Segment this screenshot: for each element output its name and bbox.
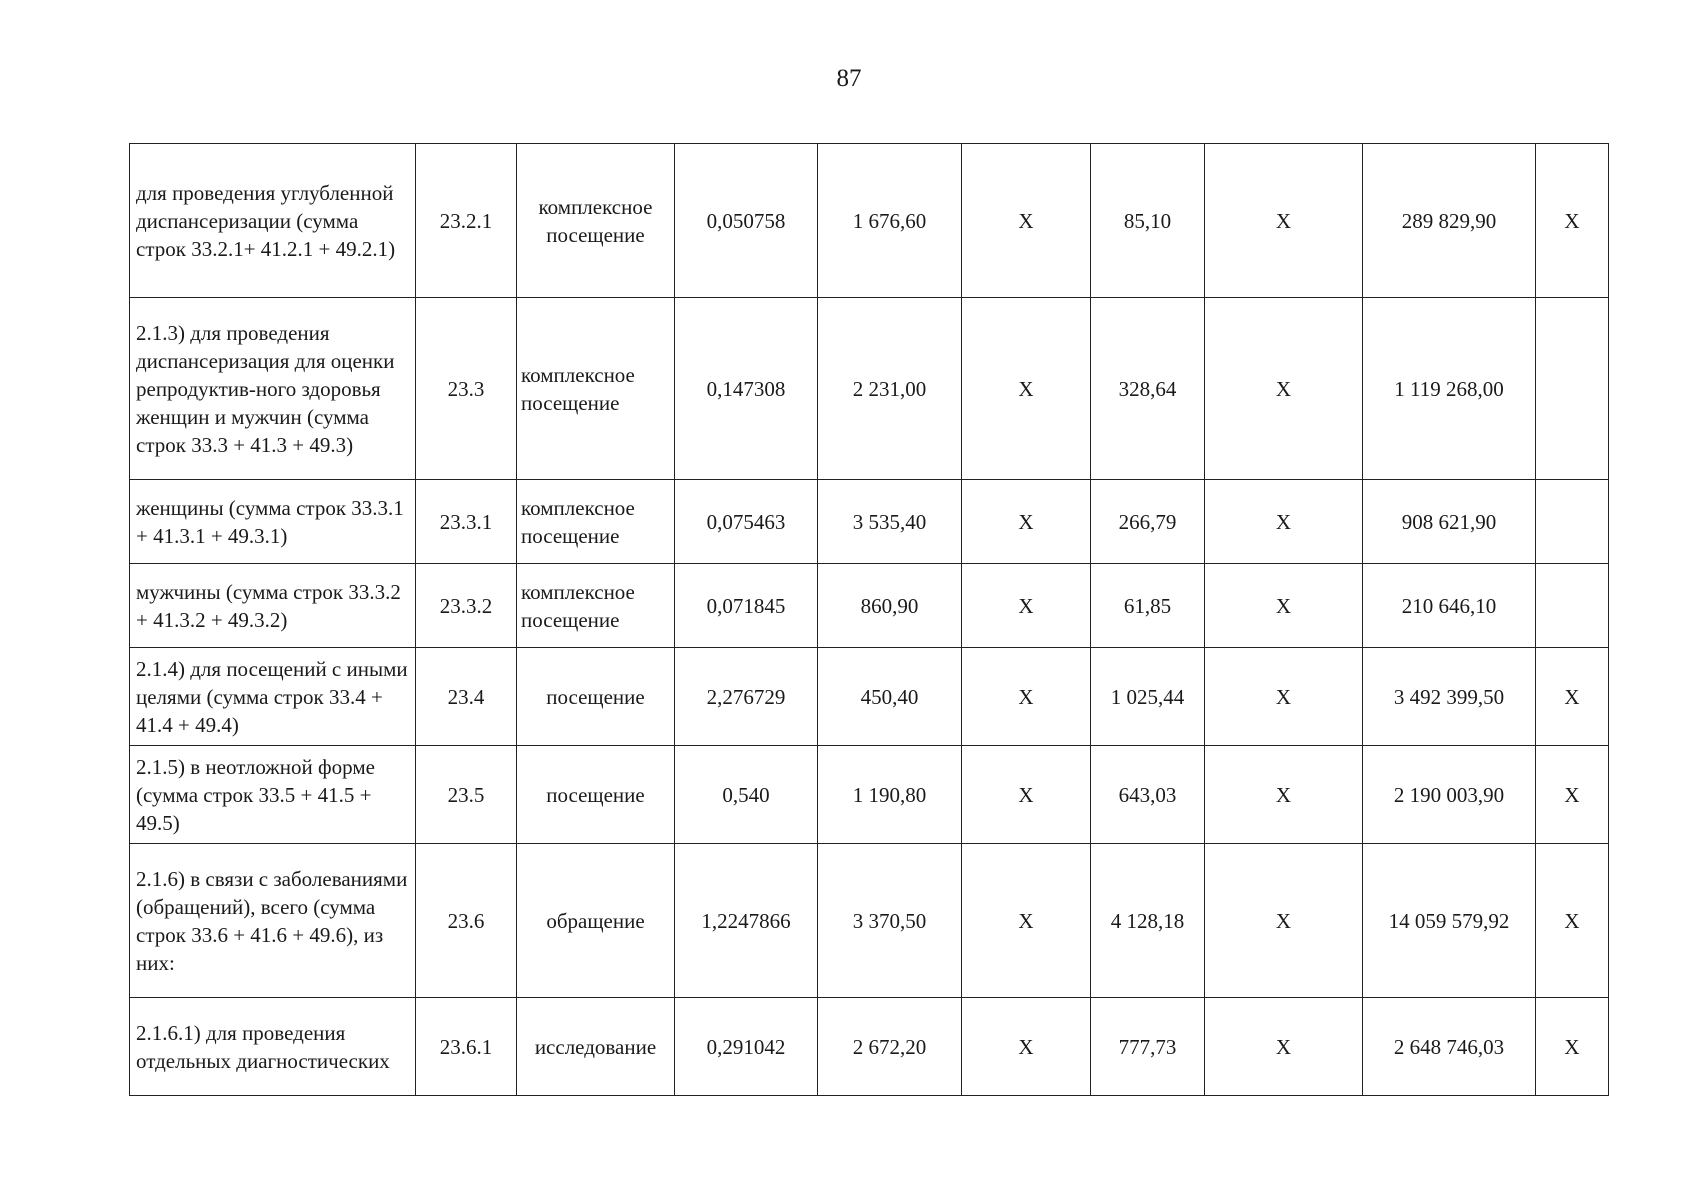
row-x3-cell [1536, 480, 1609, 564]
row-name-cell: 2.1.5) в неотложной форме (сумма строк 33.5 + 41.5 + 49.5) [130, 746, 416, 844]
row-x1-cell: X [962, 844, 1091, 998]
row-code-cell: 23.4 [416, 648, 517, 746]
row-total-cell: 2 648 746,03 [1363, 998, 1536, 1096]
row-unit-cell: комплексное посещение [517, 144, 675, 298]
row-name-cell: 2.1.4) для посещений с иными целями (сумма строк 33.4 + 41.4 + 49.4) [130, 648, 416, 746]
row-total-cell: 3 492 399,50 [1363, 648, 1536, 746]
row-code-cell: 23.3 [416, 298, 517, 480]
row-x1-cell: X [962, 298, 1091, 480]
row-x2-cell: X [1205, 648, 1363, 746]
row-code-cell: 23.3.1 [416, 480, 517, 564]
table-row [130, 648, 1609, 746]
row-norm-cell: 0,050758 [675, 144, 818, 298]
row-x3-cell: X [1536, 648, 1609, 746]
row-norm-cell: 0,540 [675, 746, 818, 844]
row-per-capita-cell: 266,79 [1091, 480, 1205, 564]
row-per-capita-cell: 328,64 [1091, 298, 1205, 480]
row-cost-cell: 2 672,20 [818, 998, 962, 1096]
row-x1-cell: X [962, 564, 1091, 648]
row-code-cell: 23.5 [416, 746, 517, 844]
row-x2-cell: X [1205, 298, 1363, 480]
row-x3-cell [1536, 564, 1609, 648]
table-row [130, 144, 1609, 298]
row-norm-cell: 0,147308 [675, 298, 818, 480]
row-per-capita-cell: 643,03 [1091, 746, 1205, 844]
row-unit-cell: посещение [517, 746, 675, 844]
row-per-capita-cell: 1 025,44 [1091, 648, 1205, 746]
row-norm-cell: 0,075463 [675, 480, 818, 564]
table-row [130, 746, 1609, 844]
row-per-capita-cell: 61,85 [1091, 564, 1205, 648]
row-code-cell: 23.6 [416, 844, 517, 998]
row-cost-cell: 450,40 [818, 648, 962, 746]
row-per-capita-cell: 4 128,18 [1091, 844, 1205, 998]
row-x1-cell: X [962, 480, 1091, 564]
row-code-cell: 23.2.1 [416, 144, 517, 298]
row-x2-cell: X [1205, 746, 1363, 844]
table-row [130, 998, 1609, 1096]
row-name-cell: 2.1.6.1) для проведения отдельных диагностических [130, 998, 416, 1096]
row-x2-cell: X [1205, 144, 1363, 298]
row-x3-cell: X [1536, 746, 1609, 844]
row-x3-cell [1536, 298, 1609, 480]
row-cost-cell: 3 370,50 [818, 844, 962, 998]
table-row [130, 480, 1609, 564]
data-table [129, 143, 1609, 1096]
row-unit-cell: обращение [517, 844, 675, 998]
row-name-cell: женщины (сумма строк 33.3.1 + 41.3.1 + 49.3.1) [130, 480, 416, 564]
row-x1-cell: X [962, 144, 1091, 298]
row-code-cell: 23.3.2 [416, 564, 517, 648]
row-x2-cell: X [1205, 998, 1363, 1096]
row-total-cell: 14 059 579,92 [1363, 844, 1536, 998]
row-x1-cell: X [962, 746, 1091, 844]
row-name-cell: мужчины (сумма строк 33.3.2 + 41.3.2 + 49.3.2) [130, 564, 416, 648]
row-unit-cell: комплексное посещение [517, 564, 675, 648]
row-code-cell: 23.6.1 [416, 998, 517, 1096]
row-cost-cell: 2 231,00 [818, 298, 962, 480]
row-name-cell: для проведения углубленной диспансеризации (сумма строк 33.2.1+ 41.2.1 + 49.2.1) [130, 144, 416, 298]
table-row [130, 564, 1609, 648]
row-cost-cell: 3 535,40 [818, 480, 962, 564]
row-norm-cell: 1,2247866 [675, 844, 818, 998]
row-name-cell: 2.1.3) для проведения диспансеризация для оценки репродуктив-ного здоровья женщин и мужчин (сумма строк 33.3 + 41.3 + 49.3) [130, 298, 416, 480]
page-number: 87 [836, 65, 862, 92]
table-row [130, 298, 1609, 480]
row-x1-cell: X [962, 648, 1091, 746]
row-x2-cell: X [1205, 480, 1363, 564]
row-unit-cell: исследование [517, 998, 675, 1096]
row-x3-cell: X [1536, 998, 1609, 1096]
row-per-capita-cell: 777,73 [1091, 998, 1205, 1096]
table-row [130, 844, 1609, 998]
row-total-cell: 2 190 003,90 [1363, 746, 1536, 844]
row-unit-cell: комплексное посещение [517, 298, 675, 480]
row-x3-cell: X [1536, 144, 1609, 298]
row-total-cell: 289 829,90 [1363, 144, 1536, 298]
row-per-capita-cell: 85,10 [1091, 144, 1205, 298]
row-cost-cell: 860,90 [818, 564, 962, 648]
row-name-cell: 2.1.6) в связи с заболеваниями (обращений), всего (сумма строк 33.6 + 41.6 + 49.6), из них: [130, 844, 416, 998]
row-x2-cell: X [1205, 844, 1363, 998]
row-x2-cell: X [1205, 564, 1363, 648]
row-total-cell: 908 621,90 [1363, 480, 1536, 564]
row-norm-cell: 2,276729 [675, 648, 818, 746]
row-unit-cell: посещение [517, 648, 675, 746]
row-total-cell: 1 119 268,00 [1363, 298, 1536, 480]
row-cost-cell: 1 676,60 [818, 144, 962, 298]
row-x3-cell: X [1536, 844, 1609, 998]
row-norm-cell: 0,071845 [675, 564, 818, 648]
row-norm-cell: 0,291042 [675, 998, 818, 1096]
row-cost-cell: 1 190,80 [818, 746, 962, 844]
row-unit-cell: комплексное посещение [517, 480, 675, 564]
row-total-cell: 210 646,10 [1363, 564, 1536, 648]
row-x1-cell: X [962, 998, 1091, 1096]
